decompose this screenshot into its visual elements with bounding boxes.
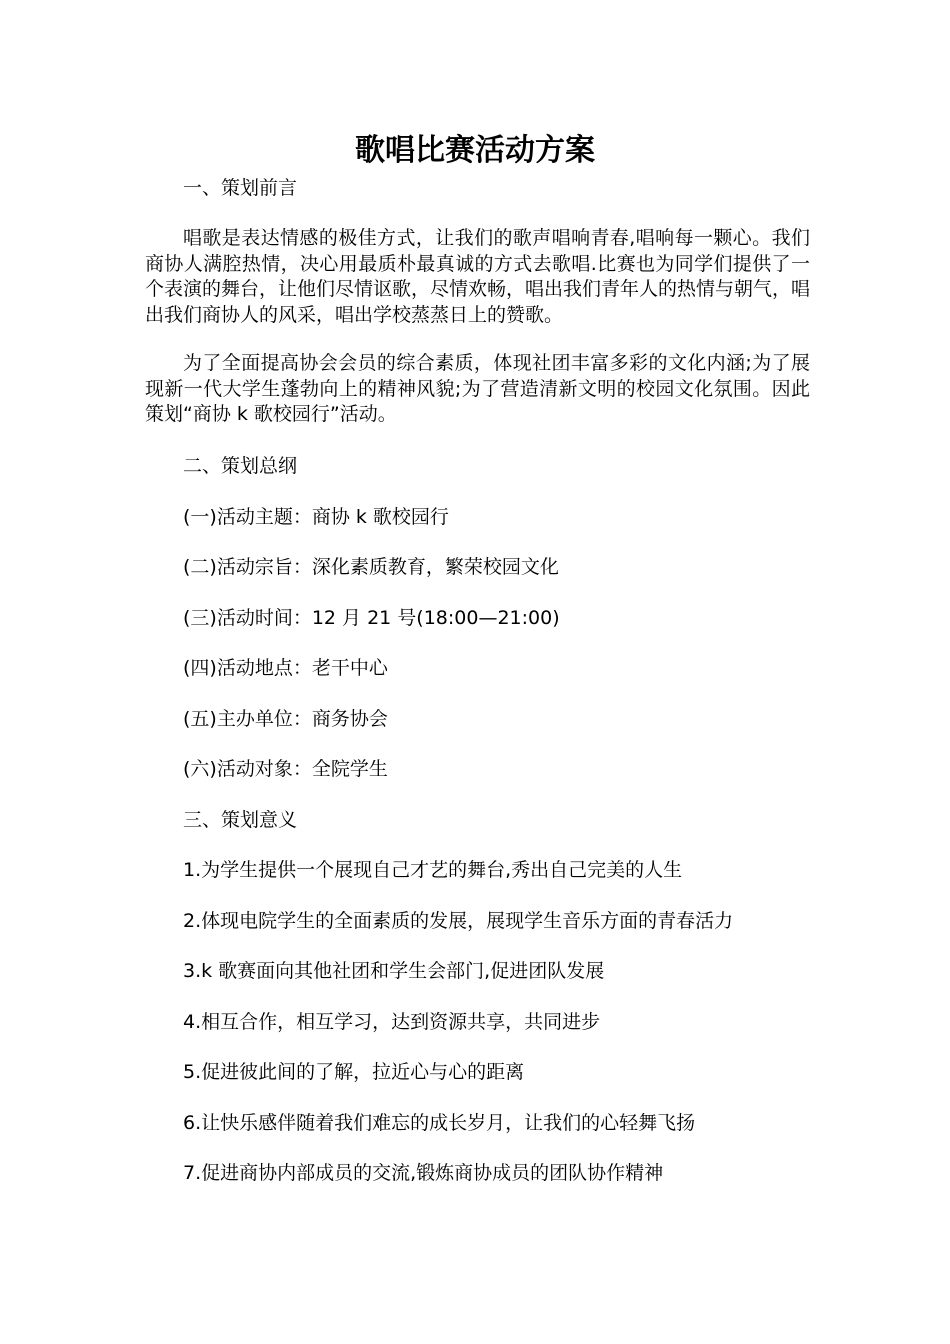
significance-item-6: 6.让快乐感伴随着我们难忘的成长岁月，让我们的心轻舞飞扬 <box>183 1112 696 1134</box>
section-heading-preface: 一、策划前言 <box>183 177 298 199</box>
paragraph-purpose: 为了全面提高协会会员的综合素质，体现社团丰富多彩的文化内涵;为了展现新一代大学生蓬勃向上的精神风貌;为了营造清新文明的校园文化氛围。因此策划“商协 k 歌校园行”活动。 <box>145 352 810 425</box>
significance-item-2: 2.体现电院学生的全面素质的发展，展现学生音乐方面的青春活力 <box>183 910 734 932</box>
section-heading-significance: 三、策划意义 <box>183 809 298 831</box>
paragraph-intro: 唱歌是表达情感的极佳方式，让我们的歌声唱响青春,唱响每一颗心。我们商协人满腔热情，决心用最质朴最真诚的方式去歌唱.比赛也为同学们提供了一个表演的舞台，让他们尽情讴歌，尽情欢畅，唱出我们青年人的热情与朝气，唱出我们商协人的风采，唱出学校蒸蒸日上的赞歌。 <box>145 227 811 326</box>
outline-item-organizer: (五)主办单位：商务协会 <box>183 708 388 730</box>
significance-item-5: 5.促进彼此间的了解，拉近心与心的距离 <box>183 1061 525 1083</box>
outline-item-purpose: (二)活动宗旨：深化素质教育，繁荣校园文化 <box>183 556 559 578</box>
outline-item-location: (四)活动地点：老干中心 <box>183 657 388 679</box>
outline-item-audience: (六)活动对象：全院学生 <box>183 758 388 780</box>
outline-item-time: (三)活动时间：12 月 21 号(18:00—21:00) <box>183 607 560 629</box>
significance-item-3: 3.k 歌赛面向其他社团和学生会部门,促进团队发展 <box>183 960 605 982</box>
outline-item-theme: (一)活动主题：商协 k 歌校园行 <box>183 506 449 528</box>
section-heading-outline: 二、策划总纲 <box>183 455 298 477</box>
significance-item-1: 1.为学生提供一个展现自己才艺的舞台,秀出自己完美的人生 <box>183 859 683 881</box>
significance-item-4: 4.相互合作，相互学习，达到资源共享，共同进步 <box>183 1011 601 1033</box>
significance-item-7: 7.促进商协内部成员的交流,锻炼商协成员的团队协作精神 <box>183 1162 664 1184</box>
document-title: 歌唱比赛活动方案 <box>355 133 595 168</box>
